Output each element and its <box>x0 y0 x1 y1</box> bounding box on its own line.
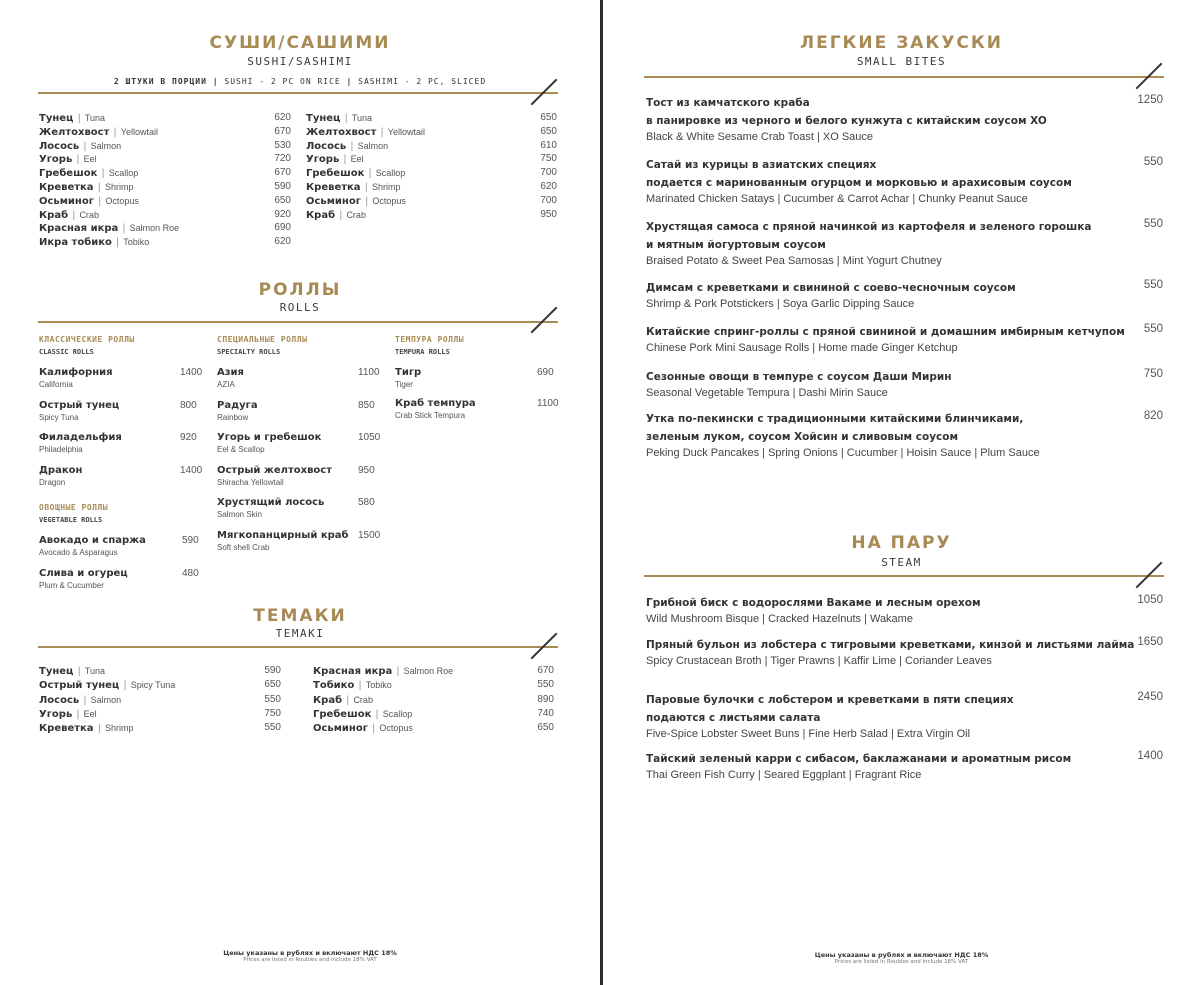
item-name-ru: Лосось <box>39 694 80 706</box>
roll-name-ru: Угорь и гребешок <box>217 432 322 443</box>
item-name-en: Shrimp <box>371 182 401 192</box>
dish-price: 550 <box>1143 279 1163 291</box>
menu-item-row <box>39 708 97 721</box>
roll-name-ru: Тигр <box>395 367 422 378</box>
menu-item-row <box>39 112 105 125</box>
separator: | <box>350 140 354 152</box>
roll-name-en: Eel & Scallop <box>217 445 265 454</box>
dish-description-en: Chinese Pork Mini Sausage Rolls | Home made Ginger Ketchup <box>646 342 958 354</box>
roll-name-en: Tiger <box>395 380 413 389</box>
separator: | <box>358 680 362 692</box>
item-name-ru: Осьминог <box>306 195 361 207</box>
roll-price: 850 <box>358 399 375 411</box>
separator: | <box>364 182 368 193</box>
separator: | <box>113 126 117 138</box>
item-price: 620 <box>540 181 557 192</box>
item-name-en: Salmon <box>90 694 122 705</box>
item-price: 700 <box>540 194 557 206</box>
item-name-ru: Креветка <box>306 182 361 193</box>
roll-name-en: Soft shell Crab <box>217 542 270 552</box>
menu-item-row <box>39 665 105 678</box>
dish-price: 1650 <box>1137 636 1163 648</box>
dish-name-ru: Тост из камчатского краба <box>646 97 810 109</box>
item-name-ru: Гребешок <box>313 708 372 720</box>
item-name-en: Scallop <box>375 168 406 179</box>
roll-name-ru: Слива и огурец <box>39 567 128 579</box>
roll-name-en: Philadelphia <box>39 445 83 454</box>
item-name-en: Octopus <box>372 195 406 206</box>
roll-price: 1400 <box>180 464 203 476</box>
roll-price: 480 <box>182 567 199 579</box>
menu-item-row <box>306 126 425 139</box>
dish-price: 1250 <box>1137 94 1163 106</box>
item-price: 530 <box>274 139 291 151</box>
roll-price: 800 <box>180 399 197 411</box>
dish-description-en: Black & White Sesame Crab Toast | XO Sauce <box>646 131 874 143</box>
item-name-en: Tobiko <box>123 237 150 248</box>
item-name-en: Octopus <box>379 723 413 734</box>
menu-item-row <box>313 694 373 707</box>
steam-rule <box>644 575 1164 577</box>
item-price: 550 <box>264 693 281 705</box>
item-name-en: Yellowtail <box>387 126 425 137</box>
roll-name-en: AZIA <box>217 380 235 389</box>
rolls-subtitle: ROLLS <box>279 301 321 314</box>
item-name-ru: Икра тобико <box>39 237 112 249</box>
item-name-ru: Креветка <box>39 182 94 193</box>
menu-item-row <box>313 679 392 692</box>
separator: | <box>339 209 343 221</box>
item-name-ru: Креветка <box>39 723 94 735</box>
rolls-title: РОЛЛЫ <box>258 280 342 300</box>
roll-name-en: Dragon <box>39 477 66 487</box>
footer-note-en: Prices are listed in Roubles and include 18% VAT <box>834 959 969 965</box>
item-price: 650 <box>274 194 291 206</box>
item-name-ru: Угорь <box>39 708 73 720</box>
dish-name-ru: Пряный бульон из лобстера с тигровыми креветками, кинзой и листьями лайма <box>646 639 1135 651</box>
specialty-rolls-heading: СПЕЦИАЛЬНЫЕ РОЛЛЫ <box>217 335 308 344</box>
temaki-subtitle: TEMAKI <box>275 627 325 640</box>
separator: | <box>76 708 80 720</box>
tempura-rolls-subheading: TEMPURA ROLLS <box>395 348 450 356</box>
menu-item-row <box>39 153 97 166</box>
footer-note-en: Prices are listed in Roubles and include 18% VAT <box>243 957 377 963</box>
item-price: 720 <box>274 153 291 165</box>
item-price: 650 <box>264 679 281 691</box>
item-price: 670 <box>274 125 291 137</box>
menu-item-row <box>39 167 138 180</box>
separator: | <box>346 694 350 706</box>
footer-note-ru: Цены указаны в рублях и включают НДС 18% <box>814 951 989 959</box>
item-name-ru: Острый тунец <box>39 680 120 692</box>
menu-item-row <box>39 181 133 194</box>
roll-name-ru: Калифорния <box>39 367 113 378</box>
item-name-ru: Желтохвост <box>39 126 110 138</box>
rolls-rule <box>38 321 558 323</box>
menu-item-row <box>313 665 453 678</box>
dish-name-ru: подаются с листьями салата <box>646 712 821 724</box>
item-price: 610 <box>540 139 557 151</box>
item-name-ru: Лосось <box>39 140 80 152</box>
menu-item-row <box>306 167 405 180</box>
dish-description-en: Braised Potato & Sweet Pea Samosas | Mint Yogurt Chutney <box>646 255 942 267</box>
dish-price: 820 <box>1143 410 1163 422</box>
item-name-en: Eel <box>83 154 97 165</box>
dish-price: 550 <box>1143 218 1163 230</box>
sushi-note: 2 ШТУКИ В ПОРЦИИ | SUSHI - 2 PC ON RICE | SASHIMI - 2 PC, SLICED <box>113 77 487 86</box>
separator: | <box>83 694 87 706</box>
separator: | <box>343 154 347 166</box>
dish-name-ru: подается с маринованным огурцом и морковью и арахисовым соусом <box>646 177 1072 189</box>
item-name-ru: Гребешок <box>306 168 365 180</box>
item-name-ru: Краб <box>306 209 336 221</box>
separator: | <box>123 680 127 692</box>
item-price: 670 <box>537 665 554 676</box>
dish-description-en: Five-Spice Lobster Sweet Buns | Fine Herb Salad | Extra Virgin Oil <box>646 728 971 740</box>
separator: | <box>344 113 348 124</box>
item-name-en: Crab <box>353 694 373 705</box>
item-price: 920 <box>274 208 291 220</box>
item-name-en: Spicy Tuna <box>130 680 176 691</box>
menu-item-row <box>39 722 133 735</box>
roll-name-en: Salmon Skin <box>217 510 262 519</box>
separator: | <box>380 126 384 138</box>
roll-name-en: Spicy Tuna <box>39 412 79 422</box>
item-name-en: Tobiko <box>365 680 392 691</box>
roll-name-ru: Филадельфия <box>39 432 122 443</box>
sushi-title: СУШИ/САШИМИ <box>209 33 391 53</box>
roll-name-en: Avocado & Asparagus <box>39 548 118 557</box>
item-name-en: Salmon <box>90 140 122 151</box>
dish-name-ru: Сатай из курицы в азиатских специях <box>646 159 877 171</box>
item-name-en: Tuna <box>84 666 106 676</box>
dish-price: 550 <box>1143 323 1163 335</box>
small-bites-subtitle: SMALL BITES <box>856 55 947 68</box>
roll-price: 1050 <box>358 432 381 443</box>
menu-item-row <box>39 679 175 692</box>
item-name-en: Crab <box>79 209 99 220</box>
item-name-en: Salmon Roe <box>129 223 180 234</box>
separator: | <box>97 195 102 207</box>
item-name-en: Shrimp <box>104 723 134 734</box>
separator: | <box>101 168 105 180</box>
roll-name-ru: Краб темпура <box>395 398 476 409</box>
separator: | <box>77 113 81 124</box>
menu-item-row <box>313 708 412 721</box>
dish-description-en: Seasonal Vegetable Tempura | Dashi Mirin Sauce <box>646 387 888 399</box>
item-name-ru: Краб <box>313 694 343 706</box>
item-price: 620 <box>274 112 291 123</box>
item-price: 650 <box>537 722 554 734</box>
menu-item-row <box>306 153 364 166</box>
item-name-en: Yellowtail <box>120 126 158 137</box>
item-name-ru: Угорь <box>39 154 73 166</box>
separator: | <box>396 666 400 677</box>
small-bites-title: ЛЕГКИЕ ЗАКУСКИ <box>799 33 1004 53</box>
roll-name-ru: Мягкопанцирный краб <box>217 529 349 541</box>
small-bites-rule <box>644 76 1164 78</box>
separator: | <box>122 223 126 235</box>
steam-subtitle: STEAM <box>881 556 922 569</box>
roll-price: 1100 <box>358 367 380 378</box>
roll-name-ru: Острый тунец <box>39 399 120 411</box>
sushi-subtitle: SUSHI/SASHIMI <box>247 55 353 68</box>
temaki-rule <box>38 646 558 648</box>
footer-note-ru: Цены указаны в рублях и включают НДС 18% <box>223 949 397 957</box>
item-price: 950 <box>540 208 557 220</box>
roll-price: 1400 <box>180 367 203 378</box>
dish-name-ru: зеленым луком, соусом Хойсин и сливовым соусом <box>646 431 959 443</box>
dish-price: 1050 <box>1137 594 1163 606</box>
roll-name-en: Crab Stick Tempura <box>395 411 466 420</box>
separator: | <box>76 154 80 166</box>
roll-name-ru: Азия <box>217 367 244 378</box>
dish-description-en: Spicy Crustacean Broth | Tiger Prawns | Kaffir Lime | Coriander Leaves <box>646 655 992 667</box>
item-price: 740 <box>537 707 554 719</box>
item-price: 620 <box>274 236 291 248</box>
item-name-ru: Краб <box>39 209 69 221</box>
dish-name-ru: Тайский зеленый карри с сибасом, баклажанами и ароматным рисом <box>646 753 1072 765</box>
dish-description-en: Peking Duck Pancakes | Spring Onions | Cucumber | Hoisin Sauce | Plum Sauce <box>646 447 1040 459</box>
item-name-ru: Тунец <box>39 113 74 124</box>
item-name-en: Crab <box>346 209 366 220</box>
item-price: 650 <box>540 112 557 123</box>
item-name-ru: Осьминог <box>313 723 368 735</box>
dish-description-en: Shrimp & Pork Potstickers | Soya Garlic Dipping Sauce <box>646 298 915 310</box>
dish-description-en: Marinated Chicken Satays | Cucumber & Carrot Achar | Chunky Peanut Sauce <box>646 193 1028 205</box>
dish-name-ru: в панировке из черного и белого кунжута с китайским соусом XO <box>646 115 1047 127</box>
dish-name-ru: Хрустящая самоса с пряной начинкой из картофеля и зеленого горошка <box>646 221 1092 233</box>
item-name-en: Tuna <box>84 113 106 123</box>
dish-name-ru: Грибной биск с водорослями Вакаме и лесным орехом <box>646 597 981 609</box>
roll-name-ru: Радуга <box>217 399 258 411</box>
vegetable-rolls-subheading: VEGETABLE ROLLS <box>39 516 103 524</box>
dish-price: 550 <box>1143 156 1163 168</box>
dish-name-ru: Димсам с креветками и свининой с соево-чесночным соусом <box>646 282 1016 294</box>
item-name-ru: Красная икра <box>313 666 393 677</box>
dish-description-en: Thai Green Fish Curry | Seared Eggplant | Fragrant Rice <box>646 769 922 781</box>
menu-item-row <box>306 181 400 194</box>
dish-description-en: Wild Mushroom Bisque | Cracked Hazelnuts | Wakame <box>646 613 913 625</box>
roll-price: 580 <box>358 497 375 508</box>
dish-price: 750 <box>1143 368 1163 380</box>
menu-item-row <box>39 222 179 235</box>
item-price: 550 <box>537 679 554 691</box>
steam-title: НА ПАРУ <box>851 533 952 553</box>
separator: | <box>115 237 120 249</box>
item-name-ru: Тобико <box>313 680 355 692</box>
item-name-en: Eel <box>350 154 364 165</box>
roll-price: 1500 <box>358 529 381 541</box>
item-name-en: Eel <box>83 708 97 719</box>
item-price: 670 <box>274 167 291 179</box>
dish-price: 2450 <box>1137 691 1163 703</box>
item-price: 750 <box>540 153 557 165</box>
separator: | <box>83 140 87 152</box>
item-price: 590 <box>264 665 281 676</box>
item-name-en: Scallop <box>108 168 139 179</box>
item-name-ru: Тунец <box>306 113 341 124</box>
separator: | <box>97 723 101 735</box>
roll-name-en: Rainbow <box>217 412 249 422</box>
specialty-rolls-subheading: SPECIALTY ROLLS <box>217 348 281 356</box>
roll-name-en: California <box>39 380 73 389</box>
dish-name-ru: Паровые булочки с лобстером и креветками в пяти специях <box>646 694 1014 706</box>
item-price: 700 <box>540 167 557 179</box>
dish-name-ru: Китайские спринг-роллы с пряной свининой и домашним имбирным кетчупом <box>646 326 1125 338</box>
item-price: 890 <box>537 693 554 705</box>
classic-rolls-subheading: CLASSIC ROLLS <box>39 348 94 356</box>
right-menu-page <box>603 0 1200 985</box>
item-name-en: Scallop <box>382 708 413 719</box>
dish-price: 1400 <box>1137 750 1163 762</box>
separator: | <box>368 168 372 180</box>
item-price: 750 <box>264 707 281 719</box>
dish-name-ru: Утка по-пекински с традиционными китайскими блинчиками, <box>646 413 1024 425</box>
roll-name-en: Plum & Cucumber <box>39 580 104 590</box>
roll-price: 1100 <box>537 398 559 409</box>
classic-rolls-heading: КЛАССИЧЕСКИЕ РОЛЛЫ <box>39 335 135 344</box>
separator: | <box>97 182 101 193</box>
dish-name-ru: и мятным йогуртовым соусом <box>646 239 826 251</box>
menu-item-row <box>39 140 121 153</box>
menu-item-row <box>313 722 413 735</box>
item-name-ru: Красная икра <box>39 223 119 235</box>
item-name-ru: Тунец <box>39 666 74 677</box>
item-name-ru: Угорь <box>306 154 340 166</box>
item-price: 550 <box>264 722 281 734</box>
menu-item-row <box>39 209 99 222</box>
sushi-rule <box>38 92 558 94</box>
item-price: 690 <box>274 222 291 234</box>
item-price: 650 <box>540 125 557 137</box>
item-name-en: Salmon Roe <box>403 666 454 676</box>
item-price: 590 <box>274 181 291 192</box>
item-name-ru: Желтохвост <box>306 126 377 138</box>
roll-price: 590 <box>182 535 199 546</box>
roll-name-en: Shiracha Yellowtail <box>217 477 284 487</box>
vegetable-rolls-heading: ОВОЩНЫЕ РОЛЛЫ <box>39 503 109 512</box>
separator: | <box>364 195 369 207</box>
roll-name-ru: Хрустящий лосось <box>217 497 325 508</box>
menu-item-row <box>306 195 406 208</box>
roll-name-ru: Острый желтохвост <box>217 464 333 476</box>
item-name-ru: Осьминог <box>39 195 94 207</box>
temaki-title: ТЕМАКИ <box>253 606 347 626</box>
separator: | <box>371 723 376 735</box>
separator: | <box>72 209 76 221</box>
separator: | <box>77 666 81 677</box>
separator: | <box>375 708 379 720</box>
menu-item-row <box>306 112 372 125</box>
menu-item-row <box>306 209 366 222</box>
menu-item-row <box>39 236 149 249</box>
menu-item-row <box>39 195 139 208</box>
item-name-en: Tuna <box>351 113 373 123</box>
menu-item-row <box>306 140 388 153</box>
roll-price: 920 <box>180 432 197 443</box>
item-name-ru: Гребешок <box>39 168 98 180</box>
tempura-rolls-heading: ТЕМПУРА РОЛЛЫ <box>395 335 465 344</box>
roll-price: 690 <box>537 367 554 378</box>
item-name-en: Salmon <box>357 140 389 151</box>
menu-item-row <box>39 126 158 139</box>
roll-name-ru: Авокадо и спаржа <box>39 535 146 546</box>
roll-name-ru: Дракон <box>39 464 83 476</box>
dish-name-ru: Сезонные овощи в темпуре с соусом Даши Мирин <box>646 371 952 383</box>
item-name-ru: Лосось <box>306 140 347 152</box>
menu-item-row <box>39 694 121 707</box>
item-name-en: Shrimp <box>104 182 134 192</box>
roll-price: 950 <box>358 464 375 476</box>
item-name-en: Octopus <box>105 195 139 206</box>
